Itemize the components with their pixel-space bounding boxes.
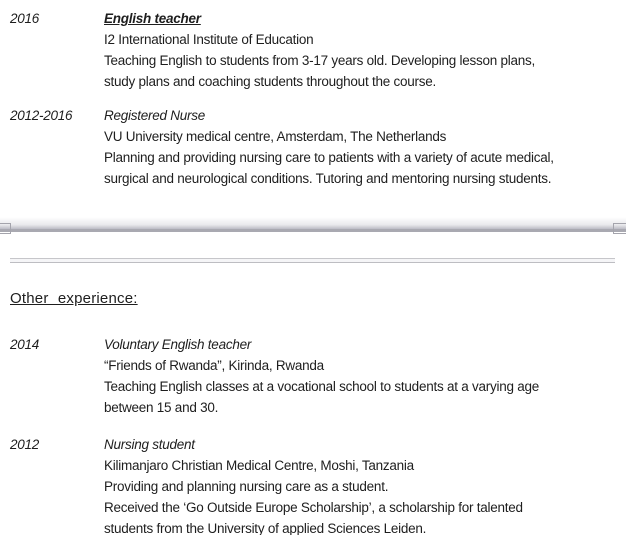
experience-entry (10, 8, 622, 92)
entry-year[interactable]: 2014 (10, 337, 40, 352)
entry-text-line[interactable]: Kilimanjaro Christian Medical Centre, Moshi, Tanzania (104, 458, 414, 473)
entry-text-line[interactable]: I2 International Institute of Education (104, 32, 314, 47)
experience-entries-bottom (10, 334, 622, 535)
page-margin-marker-left (0, 223, 11, 234)
entry-content (104, 105, 622, 189)
entry-text-line[interactable]: “Friends of Rwanda”, Kirinda, Rwanda (104, 358, 324, 373)
entry-text-line[interactable]: VU University medical centre, Amsterdam, The Netherlands (104, 129, 447, 144)
entry-job-title[interactable]: Registered Nurse (104, 108, 206, 123)
entry-content (104, 8, 622, 92)
entry-text-line[interactable]: Teaching English classes at a vocational school to students at a varying age (104, 379, 540, 394)
experience-entry (10, 434, 622, 535)
entry-text-line[interactable]: Received the ‘Go Outside Europe Scholarship’, a scholarship for talented (104, 500, 523, 515)
entry-text-line[interactable]: Teaching English to students from 3-17 years old. Developing lesson plans, (104, 53, 536, 68)
page-break-boundary-line[interactable] (0, 229, 626, 232)
entry-job-title[interactable]: Nursing student (104, 437, 195, 452)
entry-text-line[interactable]: study plans and coaching students throughout the course. (104, 74, 436, 89)
section-divider-rule (10, 258, 615, 263)
entry-text-line[interactable]: students from the University of applied Sciences Leiden. (104, 521, 427, 535)
entry-text-line[interactable]: Planning and providing nursing care to patients with a variety of acute medical, (104, 150, 554, 165)
experience-entry (10, 334, 622, 418)
experience-entry (10, 105, 622, 189)
entry-job-title[interactable]: English teacher (104, 11, 201, 26)
page-bottom-shadow (0, 217, 626, 229)
entry-content (104, 434, 622, 535)
section-heading-other-experience[interactable]: Other experience: (10, 290, 138, 307)
entry-text-line[interactable]: surgical and neurological conditions. Tutoring and mentoring nursing students. (104, 171, 552, 186)
experience-entries-top (10, 8, 622, 189)
entry-year[interactable]: 2012-2016 (10, 108, 73, 123)
entry-text-line[interactable]: between 15 and 30. (104, 400, 219, 415)
entry-text-line[interactable]: Providing and planning nursing care as a student. (104, 479, 389, 494)
entry-job-title[interactable]: Voluntary English teacher (104, 337, 252, 352)
entry-content (104, 334, 622, 418)
entry-year[interactable]: 2016 (10, 11, 40, 26)
entry-year[interactable]: 2012 (10, 437, 40, 452)
page-margin-marker-right (613, 223, 626, 234)
